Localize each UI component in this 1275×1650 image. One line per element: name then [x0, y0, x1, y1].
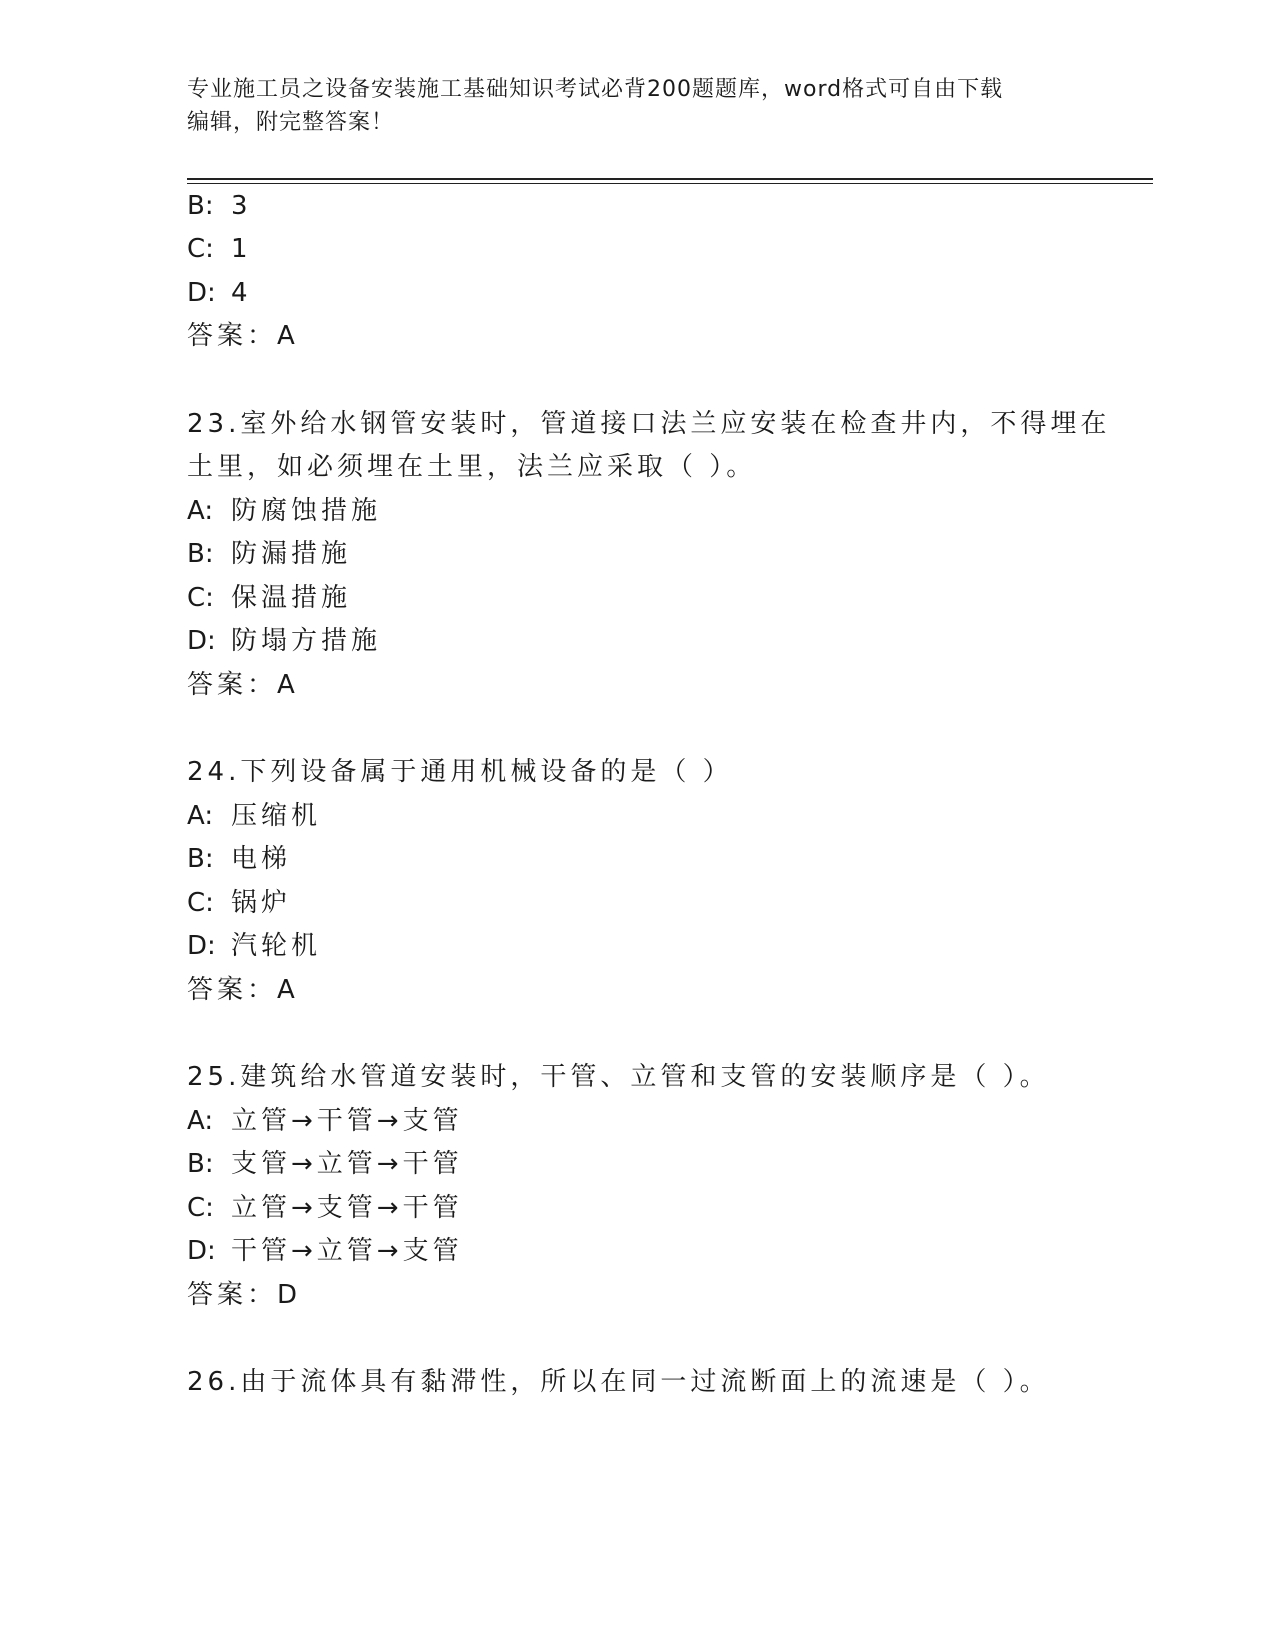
question-25-option-c: C: 立管→支管→干管 [187, 1193, 463, 1223]
question-24-stem-line-1: 24.下列设备属于通用机械设备的是（ ） [187, 757, 733, 787]
header-line-2: 编辑，附完整答案！ [187, 110, 395, 135]
question-24-answer: 答案：A [187, 975, 299, 1005]
option-b: B: 3 [187, 191, 252, 221]
question-25-option-a: A: 立管→干管→支管 [187, 1106, 463, 1136]
question-25-option-b: B: 支管→立管→干管 [187, 1149, 463, 1179]
question-23-option-d: D: 防塌方措施 [187, 626, 382, 656]
question-23-answer: 答案：A [187, 670, 299, 700]
option-d: D: 4 [187, 278, 252, 308]
header-divider-thick [187, 178, 1153, 180]
question-23-option-c: C: 保温措施 [187, 583, 352, 613]
question-24-option-a: A: 压缩机 [187, 801, 322, 831]
question-26-stem-line-1: 26.由于流体具有黏滞性，所以在同一过流断面上的流速是（ ）。 [187, 1367, 1050, 1397]
question-23-stem-line-2: 土里，如必须埋在土里，法兰应采取（ ）。 [187, 452, 757, 482]
option-c: C: 1 [187, 234, 252, 264]
question-24-option-b: B: 电梯 [187, 844, 292, 874]
header-divider-thin [187, 183, 1153, 184]
question-24-option-d: D: 汽轮机 [187, 931, 322, 961]
document-header [187, 73, 1087, 139]
question-23-option-a: A: 防腐蚀措施 [187, 496, 382, 526]
question-25-option-d: D: 干管→立管→支管 [187, 1236, 463, 1266]
question-25-stem-line-1: 25.建筑给水管道安装时，干管、立管和支管的安装顺序是（ ）。 [187, 1062, 1050, 1092]
header-line-1: 专业施工员之设备安装施工基础知识考试必背200题题库，word格式可自由下载 [187, 77, 1004, 102]
question-23-stem-line-1: 23.室外给水钢管安装时，管道接口法兰应安装在检查井内，不得埋在 [187, 409, 1111, 439]
question-24-option-c: C: 锅炉 [187, 888, 292, 918]
question-25-answer: 答案：D [187, 1280, 302, 1310]
answer-line: 答案：A [187, 321, 299, 351]
question-23-option-b: B: 防漏措施 [187, 539, 352, 569]
